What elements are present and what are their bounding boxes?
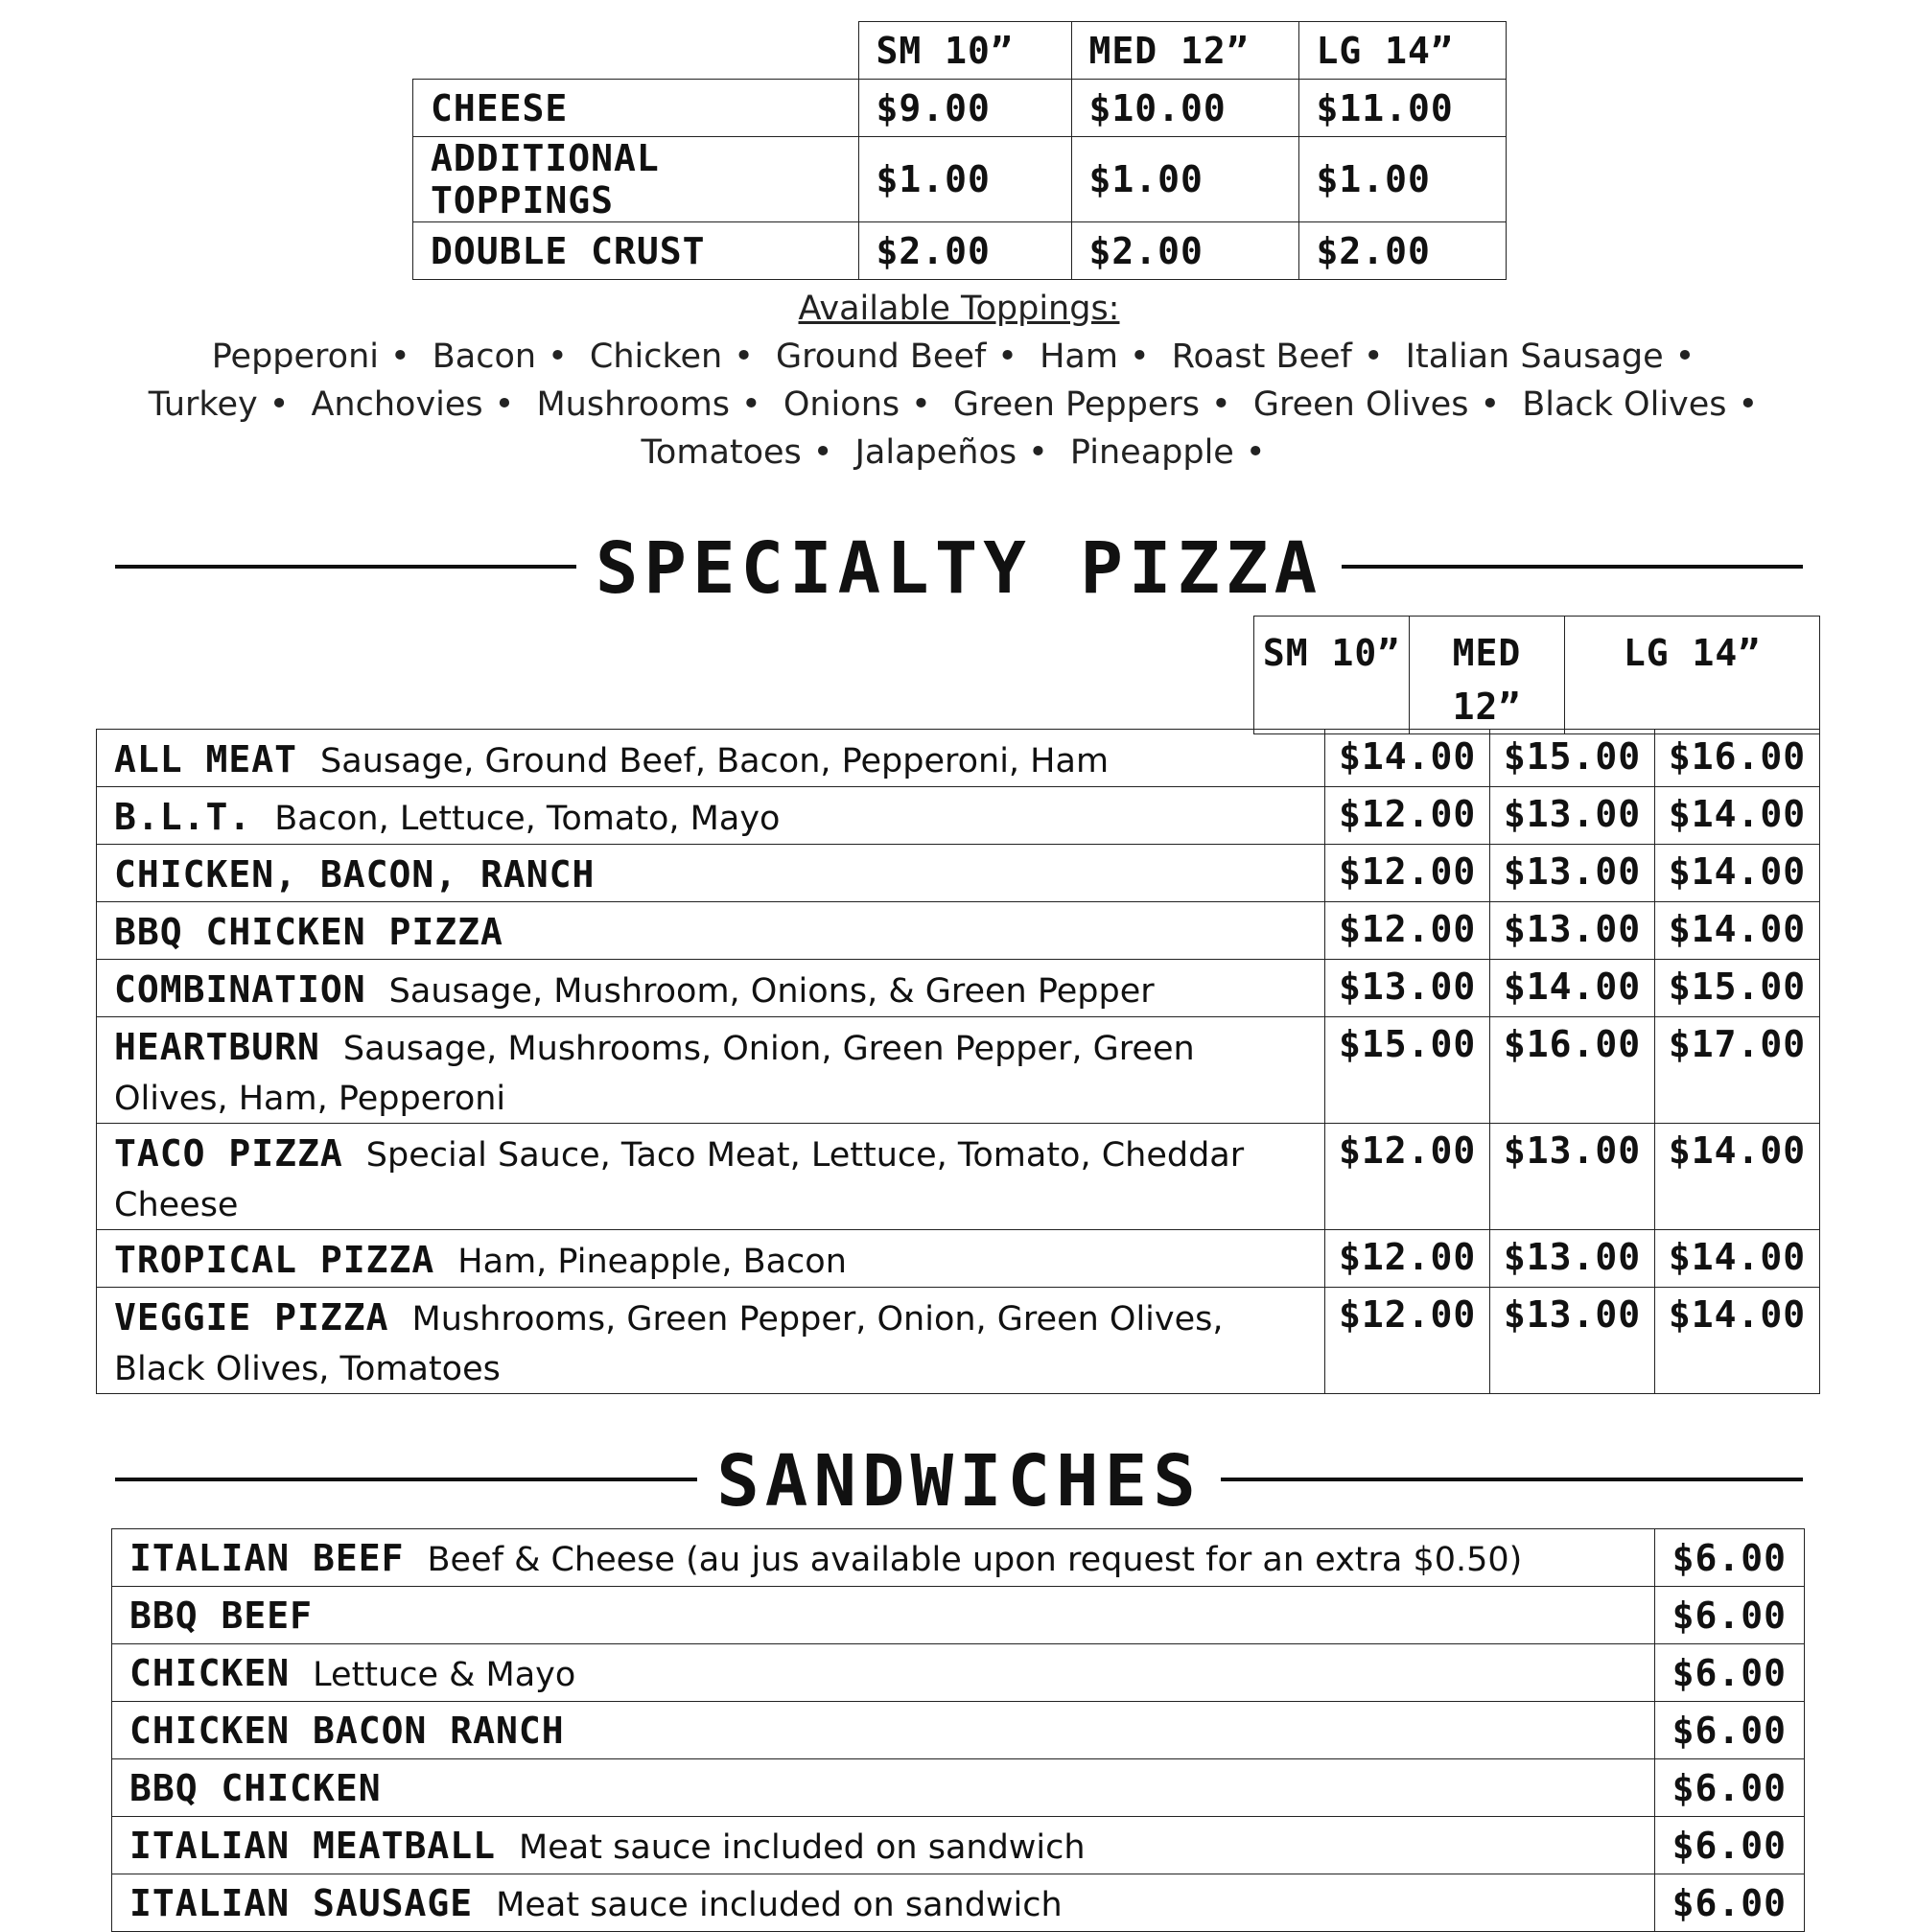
bullet-separator: • (1674, 338, 1695, 376)
decorative-wave-left (115, 1478, 697, 1485)
pizza-name-cell (97, 1288, 1325, 1394)
topping-item: Ham (1040, 338, 1118, 376)
bullet-separator: • (911, 385, 931, 424)
price-medium: $13.00 (1490, 902, 1655, 960)
sandwich-description: Beef & Cheese (au jus available upon request for an extra $0.50) (427, 1540, 1523, 1579)
specialty-pizza-heading (96, 525, 1822, 612)
topping-item: Anchovies (311, 385, 483, 424)
sandwich-name: CHICKEN (129, 1651, 291, 1694)
pizza-name: HEARTBURN (114, 1026, 320, 1068)
price-medium: $1.00 (1071, 137, 1298, 222)
decorative-wave-right (1221, 1478, 1803, 1485)
price-large: $14.00 (1655, 787, 1820, 845)
toppings-section (134, 285, 1784, 477)
pizza-name: COMBINATION (114, 968, 366, 1011)
sandwich-price: $6.00 (1654, 1874, 1804, 1932)
price-small: $13.00 (1325, 960, 1490, 1017)
pizza-description: Mushrooms, Green Pepper, Onion, Green Olives, Black Olives, Tomatoes (114, 1300, 1224, 1388)
specialty-pizza-row (97, 960, 1820, 1017)
sandwich-row (112, 1529, 1805, 1587)
sandwiches-table (111, 1528, 1805, 1932)
bullet-separator: • (1211, 385, 1231, 424)
specialty-pizza-table (96, 729, 1820, 1394)
price-large: $14.00 (1655, 902, 1820, 960)
price-medium: $14.00 (1490, 960, 1655, 1017)
sandwich-price: $6.00 (1654, 1644, 1804, 1702)
price-large: $16.00 (1655, 730, 1820, 787)
specialty-pizza-title: SPECIALTY PIZZA (595, 527, 1323, 610)
pizza-name: B.L.T. (114, 796, 252, 838)
price-large: $17.00 (1655, 1017, 1820, 1124)
sandwich-row (112, 1874, 1805, 1932)
price-medium: $13.00 (1490, 1124, 1655, 1230)
sandwich-name: ITALIAN MEATBALL (129, 1824, 497, 1867)
price-large: $14.00 (1655, 1124, 1820, 1230)
pizza-name: VEGGIE PIZZA (114, 1296, 389, 1338)
sandwich-name-cell (112, 1759, 1655, 1817)
bullet-separator: • (741, 385, 761, 424)
topping-item: Green Peppers (952, 385, 1201, 424)
price-medium: $13.00 (1490, 787, 1655, 845)
pizza-description: Sausage, Ground Beef, Bacon, Pepperoni, Ham (320, 742, 1110, 780)
price-large: $11.00 (1298, 80, 1507, 137)
topping-item: Onions (783, 385, 900, 424)
sandwich-name: ITALIAN SAUSAGE (129, 1881, 474, 1924)
base-item-name: CHEESE (413, 80, 859, 137)
price-large: $14.00 (1655, 1288, 1820, 1394)
pizza-description: Special Sauce, Taco Meat, Lettuce, Tomato, Cheddar Cheese (114, 1136, 1245, 1224)
sandwich-name: CHICKEN BACON RANCH (129, 1709, 565, 1752)
sandwich-description: Lettuce & Mayo (313, 1655, 576, 1694)
size-header-large: LG 14” (1565, 617, 1820, 734)
price-small: $12.00 (1325, 902, 1490, 960)
pizza-name-cell (97, 787, 1325, 845)
pizza-name: BBQ CHICKEN PIZZA (114, 911, 503, 953)
price-medium: $13.00 (1490, 845, 1655, 902)
sandwich-row (112, 1587, 1805, 1644)
bullet-separator: • (390, 338, 410, 376)
sandwiches-heading (96, 1438, 1822, 1525)
specialty-pizza-row (97, 730, 1820, 787)
specialty-pizza-row (97, 1124, 1820, 1230)
price-small: $9.00 (858, 80, 1071, 137)
base-pizza-table (412, 21, 1507, 280)
pizza-description: Sausage, Mushroom, Onions, & Green Pepper (388, 972, 1155, 1011)
sandwich-price: $6.00 (1654, 1529, 1804, 1587)
specialty-pizza-row (97, 1230, 1820, 1288)
pizza-name-cell (97, 730, 1325, 787)
bullet-separator: • (1738, 385, 1759, 424)
price-small: $2.00 (858, 222, 1071, 280)
specialty-pizza-row (97, 1288, 1820, 1394)
pizza-name-cell (97, 1124, 1325, 1230)
sandwich-price: $6.00 (1654, 1702, 1804, 1759)
price-medium: $16.00 (1490, 1017, 1655, 1124)
bullet-separator: • (812, 433, 833, 472)
price-large: $14.00 (1655, 1230, 1820, 1288)
sandwich-name-cell (112, 1644, 1655, 1702)
base-item-name: ADDITIONAL TOPPINGS (413, 137, 859, 222)
sandwich-name-cell (112, 1587, 1655, 1644)
toppings-title: Available Toppings: (798, 290, 1120, 328)
pizza-name: ALL MEAT (114, 738, 298, 780)
sandwich-name: ITALIAN BEEF (129, 1536, 405, 1579)
bullet-separator: • (1480, 385, 1501, 424)
bullet-separator: • (734, 338, 754, 376)
bullet-separator: • (1129, 338, 1150, 376)
price-large: $2.00 (1298, 222, 1507, 280)
topping-item: Italian Sausage (1405, 338, 1664, 376)
pizza-description: Sausage, Mushrooms, Onion, Green Pepper, Green Olives, Ham, Pepperoni (114, 1030, 1195, 1118)
bullet-separator: • (1245, 433, 1266, 472)
bullet-separator: • (269, 385, 290, 424)
topping-item: Mushrooms (536, 385, 731, 424)
pizza-name: CHICKEN, BACON, RANCH (114, 853, 596, 896)
base-pizza-row (413, 222, 1507, 280)
sandwich-price: $6.00 (1654, 1759, 1804, 1817)
price-medium: $10.00 (1071, 80, 1298, 137)
sandwich-price: $6.00 (1654, 1587, 1804, 1644)
topping-item: Roast Beef (1171, 338, 1352, 376)
price-large: $14.00 (1655, 845, 1820, 902)
specialty-size-header (1253, 616, 1820, 734)
bullet-separator: • (1363, 338, 1384, 376)
sandwich-name-cell (112, 1817, 1655, 1874)
sandwich-name-cell (112, 1702, 1655, 1759)
pizza-name-cell (97, 902, 1325, 960)
bullet-separator: • (1028, 433, 1048, 472)
size-header-small: SM 10” (858, 22, 1071, 80)
price-medium: $13.00 (1490, 1288, 1655, 1394)
header-blank-cell (413, 22, 859, 80)
toppings-list (134, 333, 1784, 477)
pizza-name: TROPICAL PIZZA (114, 1239, 435, 1281)
price-medium: $2.00 (1071, 222, 1298, 280)
size-header-medium: MED 12” (1071, 22, 1298, 80)
sandwiches-title: SANDWICHES (716, 1440, 1202, 1523)
topping-item: Pineapple (1069, 433, 1234, 472)
sandwich-description: Meat sauce included on sandwich (496, 1885, 1063, 1924)
specialty-pizza-row (97, 1017, 1820, 1124)
pizza-name-cell (97, 845, 1325, 902)
topping-item: Ground Beef (776, 338, 987, 376)
pizza-description: Bacon, Lettuce, Tomato, Mayo (274, 800, 781, 838)
sandwich-name: BBQ CHICKEN (129, 1766, 382, 1809)
price-medium: $13.00 (1490, 1230, 1655, 1288)
price-small: $12.00 (1325, 1124, 1490, 1230)
specialty-pizza-row (97, 845, 1820, 902)
price-small: $12.00 (1325, 845, 1490, 902)
price-small: $15.00 (1325, 1017, 1490, 1124)
specialty-pizza-row (97, 902, 1820, 960)
price-small: $12.00 (1325, 1230, 1490, 1288)
price-medium: $15.00 (1490, 730, 1655, 787)
topping-item: Pepperoni (211, 338, 379, 376)
bullet-separator: • (997, 338, 1017, 376)
price-small: $1.00 (858, 137, 1071, 222)
price-small: $12.00 (1325, 1288, 1490, 1394)
bullet-separator: • (548, 338, 568, 376)
sandwich-row (112, 1759, 1805, 1817)
sandwich-name: BBQ BEEF (129, 1594, 314, 1637)
base-item-name: DOUBLE CRUST (413, 222, 859, 280)
sandwich-name-cell (112, 1874, 1655, 1932)
decorative-wave-left (115, 565, 576, 572)
size-header-medium: MED 12” (1410, 617, 1565, 734)
bullet-separator: • (494, 385, 515, 424)
base-pizza-row (413, 137, 1507, 222)
pizza-name-cell (97, 1230, 1325, 1288)
sandwich-name-cell (112, 1529, 1655, 1587)
decorative-wave-right (1342, 565, 1803, 572)
size-header-small: SM 10” (1254, 617, 1410, 734)
topping-item: Chicken (589, 338, 723, 376)
sandwich-price: $6.00 (1654, 1817, 1804, 1874)
price-small: $14.00 (1325, 730, 1490, 787)
price-small: $12.00 (1325, 787, 1490, 845)
base-pizza-row (413, 80, 1507, 137)
topping-item: Green Olives (1252, 385, 1469, 424)
price-large: $15.00 (1655, 960, 1820, 1017)
sandwich-row (112, 1817, 1805, 1874)
pizza-name-cell (97, 1017, 1325, 1124)
specialty-pizza-row (97, 787, 1820, 845)
sandwich-row (112, 1702, 1805, 1759)
topping-item: Tomatoes (641, 433, 802, 472)
pizza-description: Ham, Pineapple, Bacon (457, 1243, 847, 1281)
topping-item: Bacon (432, 338, 537, 376)
sandwich-row (112, 1644, 1805, 1702)
size-header-large: LG 14” (1298, 22, 1507, 80)
price-large: $1.00 (1298, 137, 1507, 222)
topping-item: Black Olives (1522, 385, 1727, 424)
pizza-name: TACO PIZZA (114, 1132, 343, 1175)
base-pizza-header-row (413, 22, 1507, 80)
pizza-name-cell (97, 960, 1325, 1017)
topping-item: Turkey (148, 385, 258, 424)
topping-item: Jalapeños (854, 433, 1017, 472)
sandwich-description: Meat sauce included on sandwich (519, 1827, 1086, 1867)
